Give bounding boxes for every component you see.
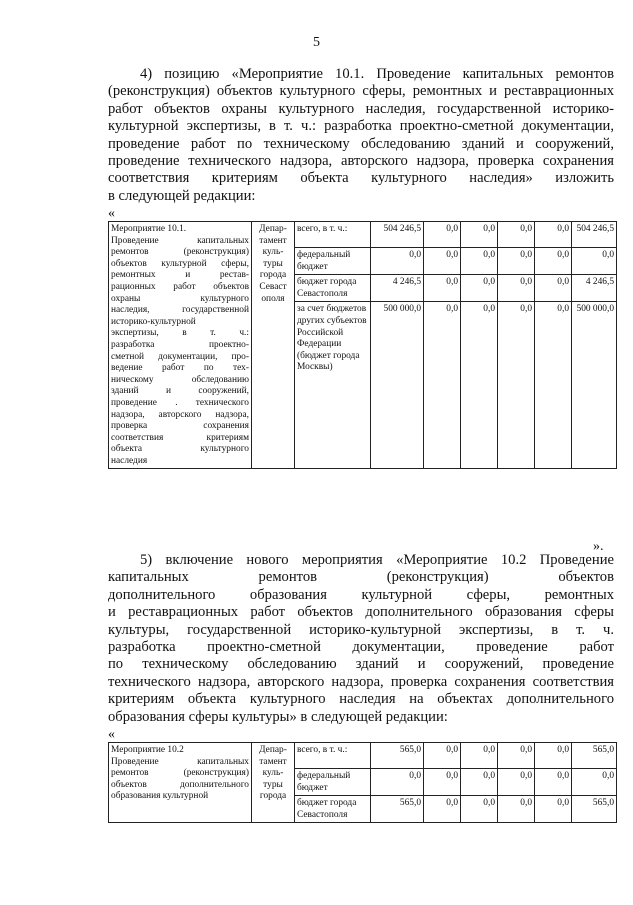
department-line: куль- (262, 768, 284, 779)
close-quote-1: ». (593, 539, 604, 554)
budget-table-10-2 (108, 742, 617, 823)
amount-cell: 0,0 (461, 222, 498, 248)
department-line: Севаст (259, 281, 287, 292)
paragraph-5-line: критериям объекта культурного наследия на объектах дополнительного (108, 691, 614, 708)
amount-cell: 0,0 (424, 796, 461, 823)
amount-cell: 0,0 (424, 248, 461, 275)
amount-cell: 0,0 (498, 302, 535, 469)
measure-name-line: Мероприятие 10.1. (111, 224, 187, 234)
amount-cell: 0,0 (461, 769, 498, 796)
measure-name-line: сметной документации, про- (111, 351, 249, 362)
paragraph-4-line: в следующей редакции: (108, 187, 256, 204)
amount-cell: 0,0 (535, 743, 572, 769)
measure-name-line: ведение работ по тех- (111, 363, 249, 374)
measure-name-line: объектов дополнительного (111, 779, 249, 790)
funding-source-cell: всего, в т. ч.: (295, 222, 371, 248)
department-cell (252, 743, 295, 823)
table-row (109, 222, 617, 248)
paragraph-5-line: по техническому обследованию зданий и сооружений, проведение (108, 656, 614, 673)
department-line: города (259, 791, 287, 802)
measure-name-line: охраны культурного (111, 293, 249, 304)
amount-cell: 565,0 (572, 743, 617, 769)
amount-cell: 0,0 (535, 222, 572, 248)
amount-cell: 0,0 (424, 275, 461, 302)
amount-cell: 0,0 (572, 248, 617, 275)
paragraph-4-line: проведение работ по техническому обследованию зданий и сооружений, (108, 135, 614, 152)
paragraph-4-line: (реконструкция) объектов культурного сферы, ремонтных и реставрационных (108, 83, 614, 100)
amount-cell: 504 246,5 (371, 222, 424, 248)
department-line: туры (263, 779, 283, 790)
amount-cell: 0,0 (461, 302, 498, 469)
funding-source-cell: за счет бюджетов других субъектов Российской Федерации (бюджет города Москвы) (295, 302, 371, 469)
amount-cell: 0,0 (535, 302, 572, 469)
measure-name-line: объекта культурного (111, 444, 249, 455)
department-line: ополя (261, 293, 285, 304)
amount-cell: 0,0 (461, 743, 498, 769)
measure-name-line: соответствия критериям (111, 432, 249, 443)
measure-name-line: Мероприятие 10.2 (111, 745, 184, 755)
amount-cell: 0,0 (498, 222, 535, 248)
amount-cell: 0,0 (461, 248, 498, 275)
amount-cell: 0,0 (498, 743, 535, 769)
amount-cell: 0,0 (498, 769, 535, 796)
amount-cell: 0,0 (424, 769, 461, 796)
measure-name-line: ремонтов (реконструкция) (111, 768, 249, 779)
open-quote-1: « (108, 206, 115, 221)
paragraph-5-line: разработка проектно-сметной документации, проведение работ (108, 639, 614, 656)
paragraph-4-line: 4) позицию «Мероприятие 10.1. Проведение капитальных ремонтов (140, 66, 614, 82)
funding-source-cell: бюджет города Севастополя (295, 796, 371, 823)
amount-cell: 0,0 (572, 769, 617, 796)
funding-source-cell: федеральный бюджет (295, 248, 371, 275)
funding-source-cell: всего, в т. ч.: (295, 743, 371, 769)
paragraph-4-line: проведение технического надзора, авторского надзора, проверка сохранения (108, 153, 614, 170)
funding-source-cell: бюджет города Севастополя (295, 275, 371, 302)
measure-name-cell (109, 743, 252, 823)
measure-name-line: Проведение капитальных (111, 756, 249, 767)
amount-cell: 500 000,0 (572, 302, 617, 469)
amount-cell: 0,0 (371, 248, 424, 275)
amount-cell: 0,0 (498, 275, 535, 302)
amount-cell: 0,0 (498, 796, 535, 823)
paragraph-5 (108, 552, 614, 726)
measure-name-line: Проведение капитальных (111, 235, 249, 246)
amount-cell: 4 246,5 (572, 275, 617, 302)
measure-name-line: историко-культурной (111, 316, 196, 327)
amount-cell: 565,0 (371, 796, 424, 823)
amount-cell: 0,0 (498, 248, 535, 275)
amount-cell: 0,0 (461, 275, 498, 302)
amount-cell: 504 246,5 (572, 222, 617, 248)
amount-cell: 0,0 (424, 302, 461, 469)
department-cell (252, 222, 295, 469)
amount-cell: 0,0 (535, 248, 572, 275)
department-line: куль- (262, 247, 284, 258)
measure-name-line: рационных работ объектов (111, 281, 249, 292)
measure-name-line: зданий и сооружений, (111, 386, 249, 397)
department-line: Депар- (259, 745, 287, 755)
amount-cell: 565,0 (371, 743, 424, 769)
amount-cell: 565,0 (572, 796, 617, 823)
page-number: 5 (313, 35, 320, 50)
amount-cell: 0,0 (371, 769, 424, 796)
paragraph-5-line: капитальных ремонтов (реконструкция) объектов (108, 569, 614, 586)
paragraph-5-line: образования сферы культуры» в следующей редакции: (108, 708, 448, 725)
amount-cell: 0,0 (535, 796, 572, 823)
paragraph-5-line: 5) включение нового мероприятия «Мероприятие 10.2 Проведение (140, 552, 614, 568)
measure-name-line: экспертизы, в т. ч.: (111, 328, 249, 339)
open-quote-2: « (108, 727, 115, 742)
measure-name-line: ремонтов (реконструкция) (111, 247, 249, 258)
amount-cell: 4 246,5 (371, 275, 424, 302)
department-line: туры (263, 258, 283, 269)
measure-name-line: ническому обследованию (111, 374, 249, 385)
paragraph-5-line: и реставрационных работ объектов дополнительного образования сферы (108, 604, 614, 621)
department-line: тамент (259, 235, 287, 246)
department-line: города (259, 270, 287, 281)
measure-name-line: наследия, государственной (111, 305, 249, 316)
measure-name-line: проверка сохранения (111, 421, 249, 432)
measure-name-line: образования культурной (111, 791, 209, 802)
budget-table-10-1 (108, 221, 617, 469)
table-row (109, 743, 617, 769)
measure-name-cell (109, 222, 252, 469)
paragraph-4 (108, 66, 614, 205)
paragraph-5-line: культуры, государственной историко-культурной экспертизы, в т. ч. (108, 621, 614, 638)
paragraph-5-line: дополнительного образования культурной сферы, ремонтных (108, 586, 614, 603)
paragraph-5-line: технического надзора, авторского надзора, проверка сохранения соответствия (108, 673, 614, 690)
measure-name-line: объектов культурной сферы, (111, 258, 249, 269)
measure-name-line: наследия (111, 455, 148, 466)
paragraph-4-line: соответствия критериям объекта культурного наследия» изложить (108, 170, 614, 187)
amount-cell: 0,0 (461, 796, 498, 823)
funding-source-cell: федеральный бюджет (295, 769, 371, 796)
measure-name-line: ремонтных и рестав- (111, 270, 249, 281)
amount-cell: 500 000,0 (371, 302, 424, 469)
amount-cell: 0,0 (535, 769, 572, 796)
paragraph-4-line: работ объектов охраны культурного наследия, государственной историко- (108, 100, 614, 117)
measure-name-line: надзора, авторского надзора, (111, 409, 249, 420)
paragraph-4-line: культурной экспертизы, в т. ч.: разработка проектно-сметной документации, (108, 118, 614, 135)
measure-name-line: разработка проектно- (111, 339, 249, 350)
department-line: тамент (259, 756, 287, 767)
amount-cell: 0,0 (424, 222, 461, 248)
measure-name-line: проведение . технического (111, 397, 249, 408)
amount-cell: 0,0 (535, 275, 572, 302)
amount-cell: 0,0 (424, 743, 461, 769)
department-line: Депар- (259, 224, 287, 234)
